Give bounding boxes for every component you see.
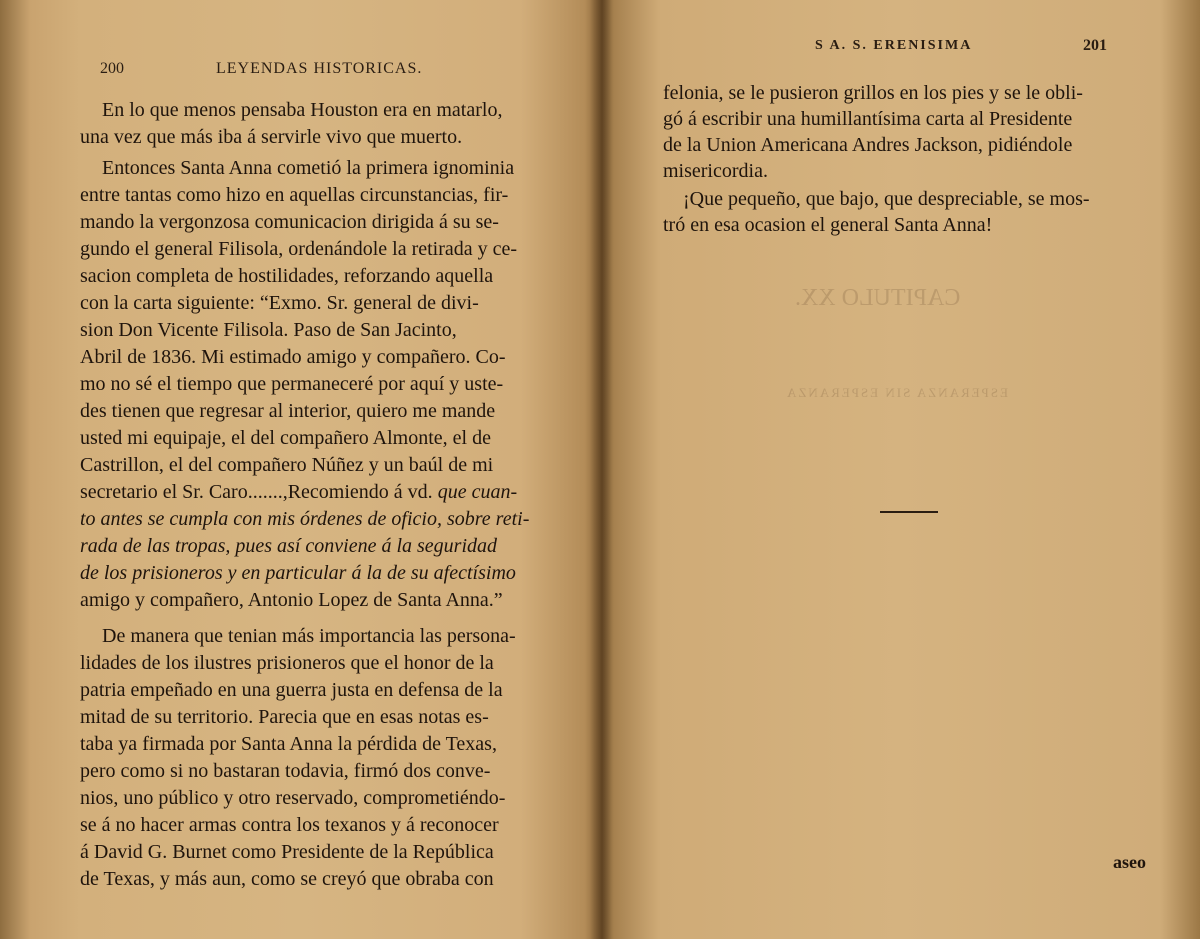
text-line: rada de las tropas, pues así conviene á la seguridad [80,535,498,557]
text-line: ¡Que pequeño, que bajo, que despreciable, se mos- [683,188,1090,210]
text-line: mitad de su territorio. Parecia que en esas notas es- [80,706,489,728]
text-line-italic: que cuan- [437,481,518,503]
text-line: De manera que tenian más importancia las persona- [102,625,516,647]
text-line: de Texas, y más aun, como se creyó que obraba con [80,868,494,890]
text-line: tró en esa ocasion el general Santa Anna! [663,214,993,236]
section-separator [880,511,938,513]
right-page [605,0,1200,939]
text-line: mo no sé el tiempo que permaneceré por aquí y uste- [80,373,504,395]
text-line: Entonces Santa Anna cometió la primera ignominia [102,157,515,179]
text-line-roman: secretario el Sr. Caro.......,Recomiendo á vd. [80,481,433,503]
text-line: de la Union Americana Andres Jackson, pidiéndole [663,134,1073,156]
text-line: des tienen que regresar al interior, quiero me mande [80,400,496,422]
text-line: Abril de 1836. Mi estimado amigo y compañero. Co- [80,346,506,368]
text-line: amigo y compañero, Antonio Lopez de Santa Anna.” [80,589,503,611]
text-line: gundo el general Filisola, ordenándole la retirada y ce- [80,238,518,260]
left-page-number: 200 [100,60,124,77]
left-running-head: LEYENDAS HISTORICAS. [216,60,423,77]
text-line: En lo que menos pensaba Houston era en matarlo, [102,99,503,121]
text-line: á David G. Burnet como Presidente de la República [80,841,494,863]
text-line: con la carta siguiente: “Exmo. Sr. general de divi- [80,292,479,314]
text-line: taba ya firmada por Santa Anna la pérdida de Texas, [80,733,497,755]
text-line [80,479,560,505]
text-line: to antes se cumpla con mis órdenes de oficio, sobre reti- [80,508,530,530]
text-line: sion Don Vicente Filisola. Paso de San Jacinto, [80,319,457,341]
bleed-through-chapter: CAPITULO XX. [795,285,961,311]
text-line: felonia, se le pusieron grillos en los pies y se le obli- [663,82,1083,104]
text-line: mando la vergonzosa comunicacion dirigida á su se- [80,211,499,233]
bleed-through-subtitle: ESPERANZA SIN ESPERANZA [785,385,1008,400]
text-line: pero como si no bastaran todavia, firmó dos conve- [80,760,491,782]
text-line: entre tantas como hizo en aquellas circunstancias, fir- [80,184,509,206]
text-line: de los prisioneros y en particular á la de su afectísimo [80,562,516,584]
text-line: gó á escribir una humillantísima carta al Presidente [663,108,1073,130]
text-line: se á no hacer armas contra los texanos y á reconocer [80,814,499,836]
catchword: aseo [1113,852,1146,872]
right-page-number: 201 [1083,37,1107,54]
text-line: misericordia. [663,160,768,182]
text-line: sacion completa de hostilidades, reforzando aquella [80,265,494,287]
right-running-head: S A. S. ERENISIMA [815,38,973,53]
text-line: Castrillon, el del compañero Núñez y un baúl de mi [80,454,494,476]
text-line: usted mi equipaje, el del compañero Almonte, el de [80,427,491,449]
text-line: una vez que más iba á servirle vivo que muerto. [80,126,463,148]
text-line: lidades de los ilustres prisioneros que el honor de la [80,652,494,674]
text-line: nios, uno público y otro reservado, comprometiéndo- [80,787,506,809]
text-line: patria empeñado en una guerra justa en defensa de la [80,679,503,701]
